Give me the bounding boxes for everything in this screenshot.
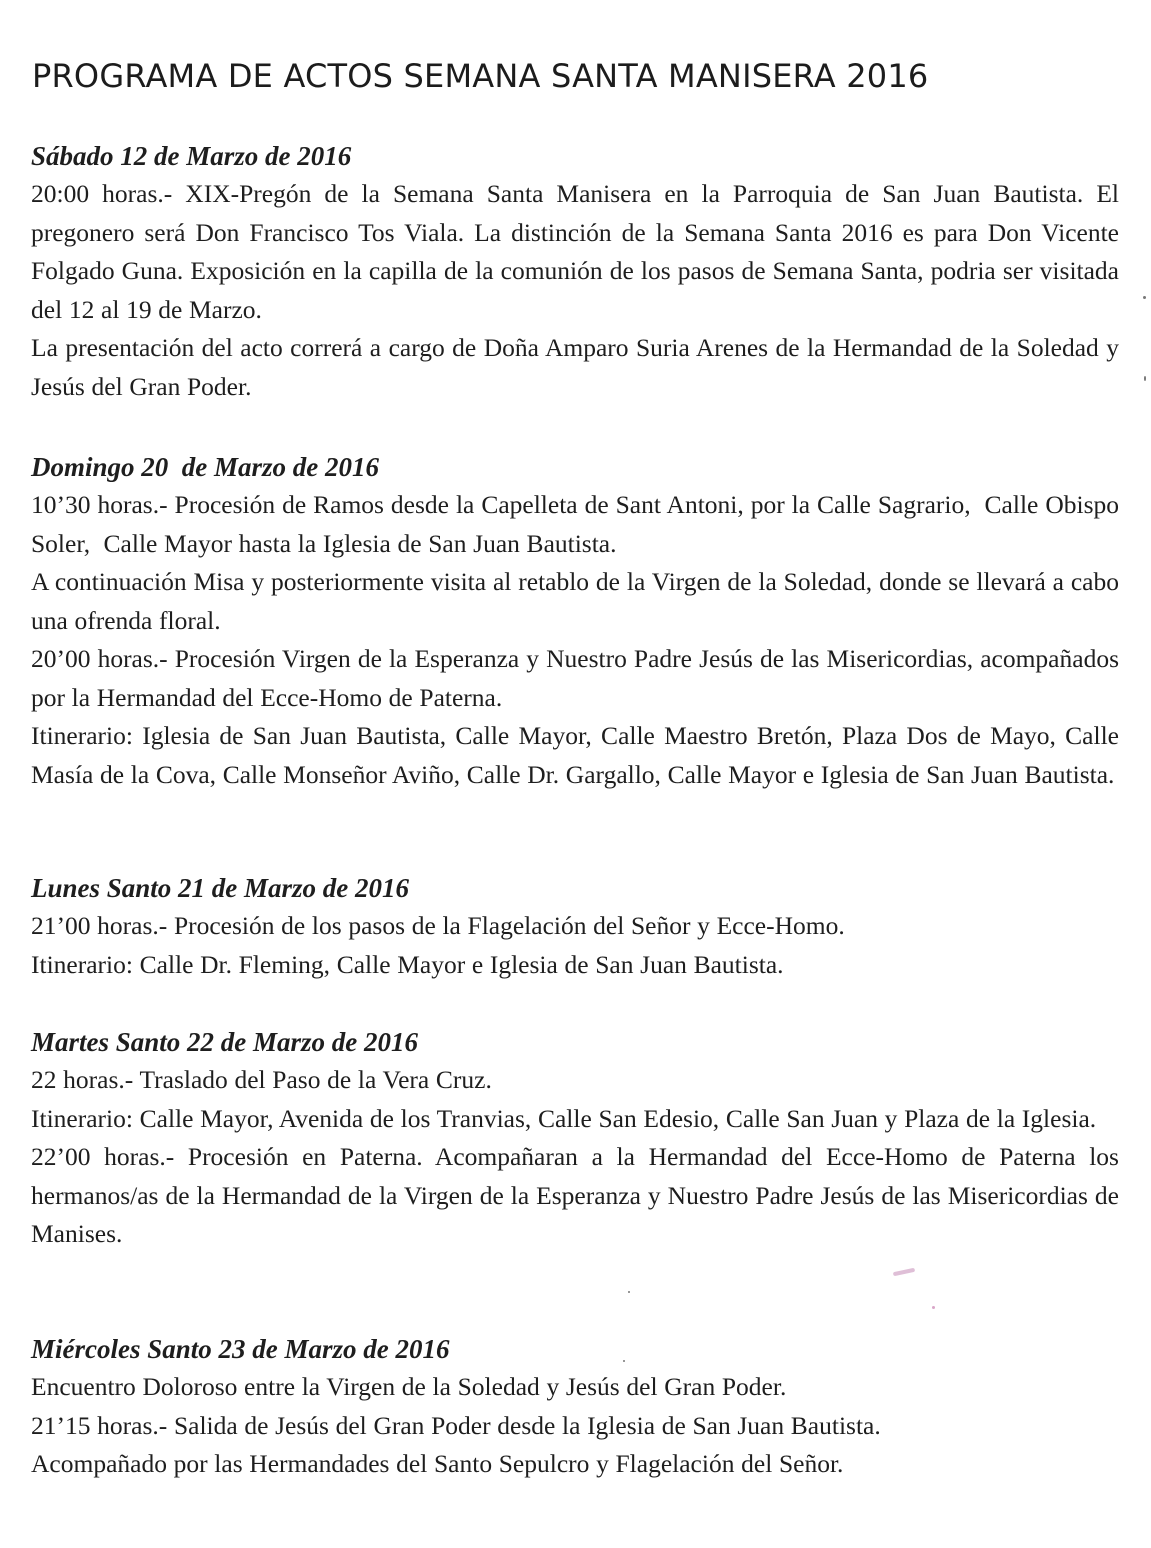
section-heading: Martes Santo 22 de Marzo de 2016: [31, 1027, 419, 1057]
scan-speck: [628, 1291, 630, 1293]
section-paragraph: 21’15 horas.- Salida de Jesús del Gran Poder desde la Iglesia de San Juan Bautista.: [31, 1410, 881, 1440]
section-domingo-20: [31, 448, 1126, 794]
section-heading: Lunes Santo 21 de Marzo de 2016: [31, 873, 410, 903]
scan-speck: [623, 1360, 625, 1362]
section-paragraph: 20’00 horas.- Procesión Virgen de la Esperanza y Nuestro Padre Jesús de las Misericordias, acompañados por la Hermandad del Ecce-Homo de Paterna.: [31, 644, 1119, 712]
section-martes-santo-22: [31, 1023, 1119, 1254]
page-title: PROGRAMA DE ACTOS SEMANA SANTA MANISERA 2016: [32, 57, 929, 95]
scan-smudge: [893, 1268, 915, 1276]
section-paragraph: 21’00 horas.- Procesión de los pasos de la Flagelación del Señor y Ecce-Homo.: [31, 911, 845, 940]
section-miercoles-santo-23: [31, 1330, 1119, 1484]
section-heading: Sábado 12 de Marzo de 2016: [31, 141, 352, 171]
section-lunes-santo-21: [31, 869, 1119, 984]
section-paragraph: 22 horas.- Traslado del Paso de la Vera Cruz.: [31, 1065, 492, 1094]
scan-speck: [932, 1306, 935, 1309]
section-paragraph: La presentación del acto correrá a cargo de Doña Amparo Suria Arenes de la Hermandad de la Soledad y Jesús del Gran Poder.: [31, 333, 1119, 401]
section-paragraph: A continuación Misa y posteriormente visita al retablo de la Virgen de la Soledad, donde se llevará a cabo una ofrenda floral.: [31, 567, 1119, 635]
section-paragraph: Itinerario: Calle Mayor, Avenida de los Tranvias, Calle San Edesio, Calle San Juan y Plaza de la Iglesia.: [31, 1103, 1097, 1133]
section-paragraph: Acompañado por las Hermandades del Santo Sepulcro y Flagelación del Señor.: [31, 1449, 844, 1478]
section-heading: Domingo 20 de Marzo de 2016: [31, 452, 380, 482]
section-paragraph: Itinerario: Iglesia de San Juan Bautista, Calle Mayor, Calle Maestro Bretón, Plaza Dos de Mayo, Calle Masía de la Cova, Calle Monseñor Aviño, Calle Dr. Gargallo, Calle Mayor e Iglesia de San Juan Bautista.: [31, 721, 1119, 789]
section-paragraph: Itinerario: Calle Dr. Fleming, Calle Mayor e Iglesia de San Juan Bautista.: [31, 949, 784, 979]
scan-speck: [1144, 376, 1146, 381]
section-paragraph: 10’30 horas.- Procesión de Ramos desde la Capelleta de Sant Antoni, por la Calle Sagrario, Calle Obispo Soler, Calle Mayor hasta la Iglesia de San Juan Bautista.: [31, 490, 1126, 558]
section-heading: Miércoles Santo 23 de Marzo de 2016: [31, 1334, 450, 1364]
section-paragraph: 22’00 horas.- Procesión en Paterna. Acompañaran a la Hermandad del Ecce-Homo de Paterna los hermanos/as de la Hermandad de la Virgen de la Esperanza y Nuestro Padre Jesús de las Misericordias de Manises.: [31, 1142, 1119, 1248]
section-paragraph: 20:00 horas.- XIX-Pregón de la Semana Santa Manisera en la Parroquia de San Juan Bautista. El pregonero será Don Francisco Tos Viala. La distinción de la Semana Santa 2016 es para Don Vicente Folgado Guna. Exposición en la capilla de la comunión de los pasos de Semana Santa, podria ser visitada del 12 al 19 de Marzo.: [31, 179, 1119, 324]
scan-speck: [1143, 296, 1146, 299]
section-paragraph: Encuentro Doloroso entre la Virgen de la Soledad y Jesús del Gran Poder.: [31, 1372, 787, 1401]
section-sabado-12: [31, 137, 1119, 406]
